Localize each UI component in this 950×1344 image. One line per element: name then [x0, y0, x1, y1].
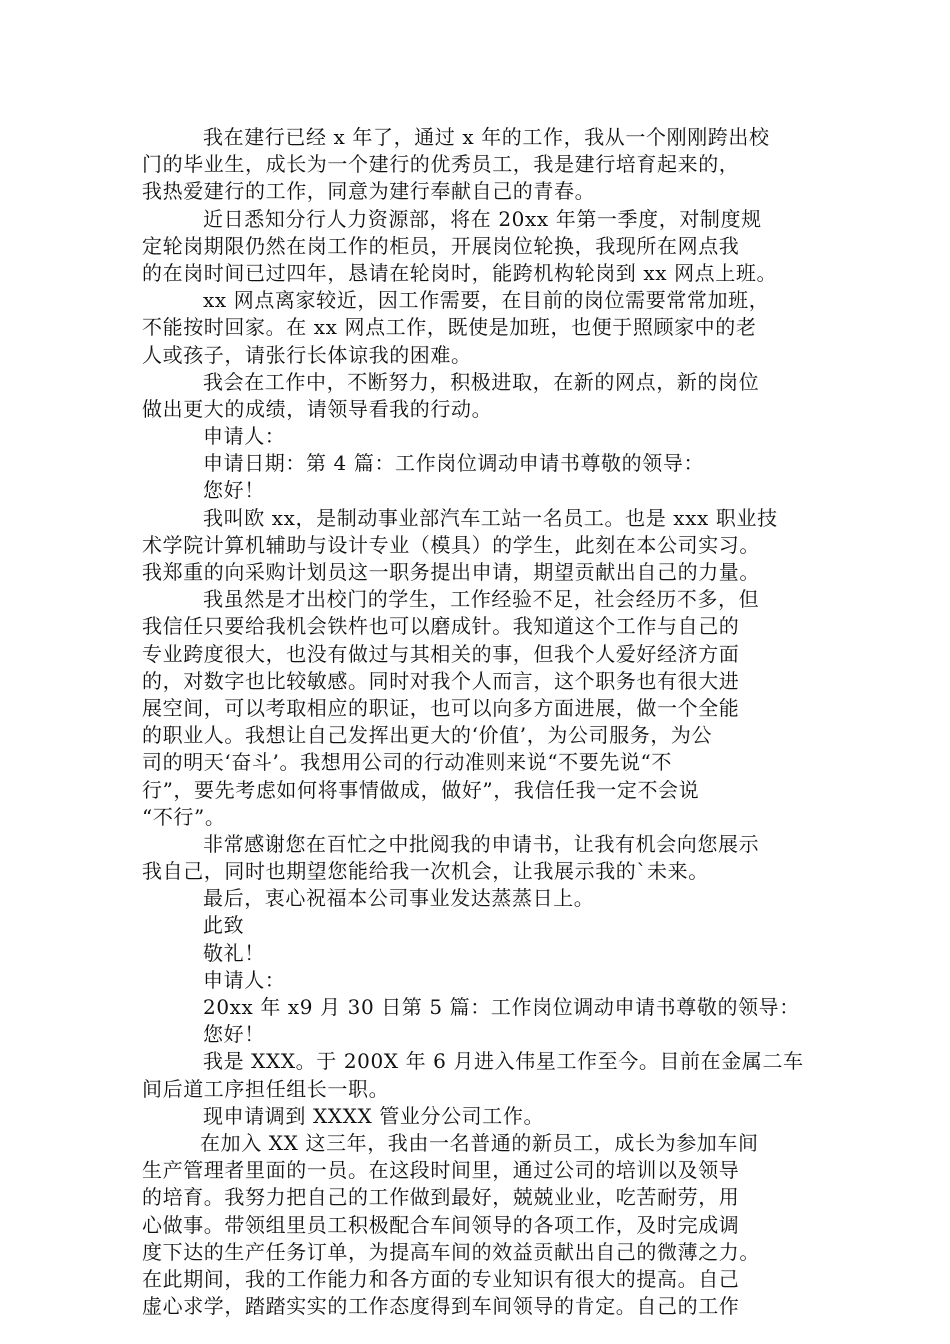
text-line: 非常感谢您在百忙之中批阅我的申请书，让我有机会向您展示 [203, 831, 760, 856]
text-line: 行”，要先考虑如何将事情做成，做好”，我信任我一定不会说 [142, 777, 700, 802]
text-line: 我会在工作中，不断努力，积极进取，在新的网点，新的岗位 [203, 369, 760, 394]
text-line: 近日悉知分行人力资源部，将在 20xx 年第一季度，对制度规 [203, 206, 762, 231]
text-line: 心做事。带领组里员工积极配合车间领导的各项工作，及时完成调 [142, 1212, 740, 1237]
text-line: 展空间，可以考取相应的职证，也可以向多方面进展，做一个全能 [142, 695, 740, 720]
text-line: 我信任只要给我机会铁杵也可以磨成针。我知道这个工作与自己的 [142, 614, 740, 639]
text-line: 做出更大的成绩，请领导看我的行动。 [142, 396, 493, 421]
text-line: 专业跨度很大，也没有做过与其相关的事，但我个人爱好经济方面 [142, 641, 740, 666]
text-line: 的在岗时间已过四年，恳请在轮岗时，能跨机构轮岗到 xx 网点上班。 [142, 260, 778, 285]
text-line: 我在建行已经 x 年了，通过 x 年的工作，我从一个刚刚跨出校 [203, 125, 770, 149]
text-line: 术学院计算机辅助与设计专业（模具）的学生，此刻在本公司实习。 [142, 532, 760, 557]
text-line: 我郑重的向采购计划员这一职务提出申请，期望贡献出自己的力量。 [142, 560, 760, 584]
text-line: 我虽然是才出校门的学生，工作经验不足，社会经历不多，但 [203, 587, 760, 612]
text-line: 我热爱建行的工作，同意为建行奉献自己的青春。 [142, 179, 596, 204]
text-line: 的职业人。我想让自己发挥出更大的‘价值’，为公司服务，为公 [142, 723, 713, 748]
text-line: 申请日期：第 4 篇：工作岗位调动申请书尊敬的领导： [203, 451, 705, 476]
document-body [142, 124, 822, 1320]
text-line: 生产管理者里面的一员。在这段时间里，通过公司的培训以及领导 [142, 1158, 740, 1183]
text-line: 度下达的生产任务订单，为提高车间的效益贡献出自己的微薄之力。 [142, 1239, 760, 1264]
text-line: xx 网点离家较近，因工作需要，在目前的岗位需要常常加班， [203, 288, 770, 313]
text-line: 20xx 年 x9 月 30 日第 5 篇：工作岗位调动申请书尊敬的领导： [203, 995, 800, 1019]
text-line: 在加入 XX 这三年，我由一名普通的新员工，成长为参加车间 [200, 1130, 759, 1155]
text-line: 定轮岗期限仍然在岗工作的柜员，开展岗位轮换，我现所在网点我 [142, 233, 740, 258]
text-line: 人或孩子，请张行长体谅我的困难。 [142, 342, 472, 367]
text-line: 我自己，同时也期望您能给我一次机会，让我展示我的`未来。 [142, 859, 709, 884]
text-line: 在此期间，我的工作能力和各方面的专业知识有很大的提高。自己 [142, 1266, 740, 1291]
text-line: 不能按时回家。在 xx 网点工作，既使是加班，也便于照顾家中的老 [142, 315, 757, 340]
text-line: 您好！ [203, 478, 265, 503]
text-line: 间后道工序担任组长一职。 [142, 1076, 390, 1101]
text-line: 司的明天‘奋斗’。我想用公司的行动准则来说“不要先说“不 [142, 750, 672, 775]
text-line: 您好！ [203, 1022, 265, 1047]
text-line: 虚心求学，踏踏实实的工作态度得到车间领导的肯定。自己的工作 [142, 1294, 740, 1319]
text-line: 我叫欧 xx，是制动事业部汽车工站一名员工。也是 xxx 职业技 [203, 505, 778, 530]
text-line: “不行”。 [142, 804, 226, 829]
text-line: 的，对数字也比较敏感。同时对我个人而言，这个职务也有很大进 [142, 668, 740, 693]
text-line: 敬礼！ [203, 940, 265, 965]
text-line: 现申请调到 XXXX 管业分公司工作。 [203, 1103, 545, 1128]
text-line: 我是 XXX。于 200X 年 6 月进入伟星工作至今。目前在金属二车 [203, 1049, 804, 1074]
text-line: 最后，衷心祝福本公司事业发达蒸蒸日上。 [203, 886, 595, 911]
text-line: 申请人： [203, 967, 286, 992]
text-line: 的培育。我努力把自己的工作做到最好，兢兢业业，吃苦耐劳，用 [142, 1185, 740, 1210]
text-line: 门的毕业生，成长为一个建行的优秀员工，我是建行培育起来的， [142, 152, 740, 177]
text-line: 此致 [203, 913, 245, 938]
text-line: 申请人： [203, 424, 286, 449]
